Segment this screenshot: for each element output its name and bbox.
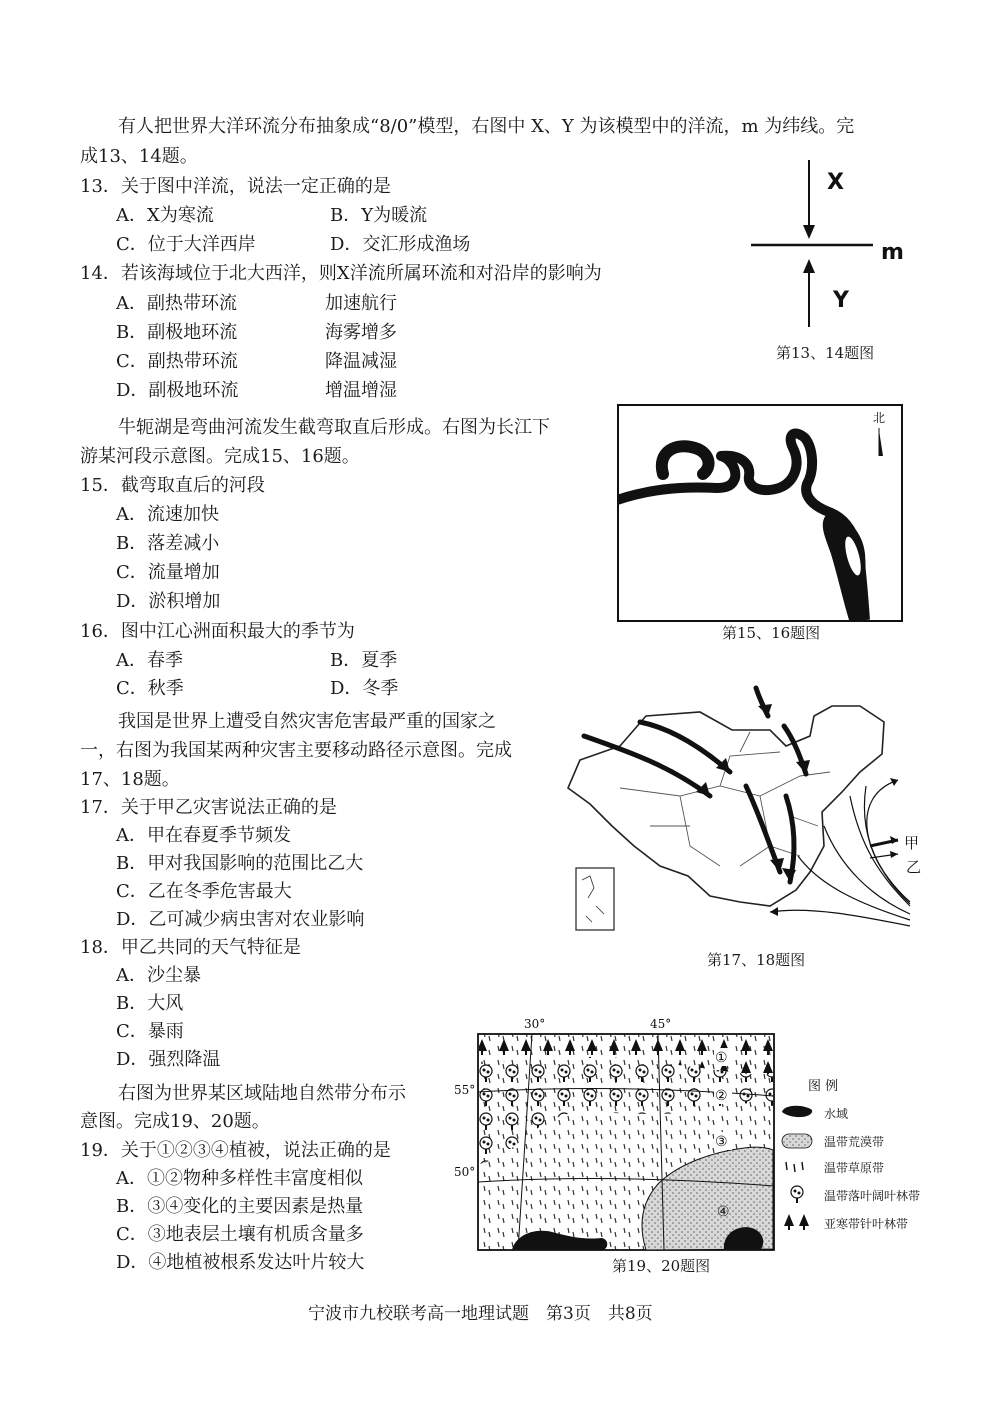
question-13-stem: 13．关于图中洋流，说法一定正确的是 [80,176,391,197]
legend-broadleaf-label: 温带落叶阔叶林带 [824,1189,921,1203]
question-14-option-c: C．副热带环流 [116,351,238,372]
legend-grassland-label: 温带草原带 [824,1161,885,1175]
legend-grassland-swatch [786,1162,803,1172]
page-footer: 宁波市九校联考高一地理试题 第3页 共8页 [308,1304,653,1324]
intro-19-20-line2: 意图。完成19、20题。 [80,1111,270,1132]
question-17-option-d: D．乙可减少病虫害对农业影响 [116,909,365,930]
north-label: 北 [873,411,886,425]
current-x-label: X [827,170,844,195]
intro-15-16-line1: 牛轭湖是弯曲河流发生截弯取直后形成。右图为长江下 [118,417,550,438]
intro-13-14-line2: 成13、14题。 [80,146,198,167]
question-17-option-c: C．乙在冬季危害最大 [116,881,292,902]
question-19-stem: 19．关于①②③④植被，说法正确的是 [80,1140,391,1161]
question-19-option-b: B．③④变化的主要因素是热量 [116,1196,364,1217]
current-y-arrowhead [803,259,815,273]
question-14-option-c-effect: 降温减湿 [325,351,397,372]
question-14-option-d-effect: 增温增湿 [325,380,397,401]
figure-15-16-caption: 第15、16题图 [722,624,821,642]
intro-17-18-line1: 我国是世界上遭受自然灾害危害最严重的国家之 [118,711,496,732]
question-15-option-b: B．落差减小 [116,533,220,554]
question-17-option-a: A．甲在春夏季节频发 [116,825,291,846]
intro-17-18-line3: 17、18题。 [80,769,180,790]
longitude-30-label: 30° [524,1017,546,1031]
longitude-45-label: 45° [650,1017,672,1031]
question-16-option-b: B．夏季 [330,650,398,671]
question-18-option-a: A．沙尘暴 [116,965,201,986]
question-14-option-b: B．副极地环流 [116,322,238,343]
legend-broadleaf-swatch [791,1186,803,1203]
question-14-option-a-effect: 加速航行 [325,293,397,314]
question-13-option-d: D．交汇形成渔场 [330,234,471,255]
question-16-option-c: C．秋季 [116,678,184,699]
question-16-option-a: A．春季 [116,650,183,671]
question-15-option-d: D．淤积增加 [116,591,221,612]
question-15-stem: 15．截弯取直后的河段 [80,475,265,496]
question-16-stem: 16．图中江心洲面积最大的季节为 [80,621,355,642]
question-13-option-b: B．Y为暖流 [330,205,428,226]
question-17-stem: 17．关于甲乙灾害说法正确的是 [80,797,337,818]
question-17-option-b: B．甲对我国影响的范围比乙大 [116,853,364,874]
zone-2-label: ② [715,1088,728,1104]
legend-desert-swatch [782,1134,812,1148]
figure-13-14-caption: 第13、14题图 [776,344,875,362]
latitude-50-label: 50° [454,1165,476,1179]
intro-13-14-line1: 有人把世界大洋环流分布抽象成“8/0”模型，右图中 X、Y 为该模型中的洋流，m 为纬线。完 [118,116,855,137]
question-14-option-b-effect: 海雾增多 [325,322,397,343]
natural-zones-map-figure [452,1014,932,1254]
legend-conifer-label: 亚寒带针叶林带 [824,1217,909,1231]
question-18-option-b: B．大风 [116,993,184,1014]
question-19-option-a: A．①②物种多样性丰富度相似 [116,1168,363,1189]
river-oxbow-map-figure [617,404,903,622]
question-13-option-a: A．X为寒流 [116,205,214,226]
question-18-stem: 18．甲乙共同的天气特征是 [80,937,301,958]
figure-17-18-caption: 第17、18题图 [707,951,806,969]
zone-3-label: ③ [715,1134,728,1150]
disaster-paths-china-map-figure [560,676,938,948]
figure-19-20-caption: 第19、20题图 [612,1257,711,1275]
latitude-m-label: m [881,240,904,265]
ocean-current-model-figure [745,155,925,350]
legend-water-swatch [782,1106,812,1117]
question-14-option-d: D．副极地环流 [116,380,239,401]
question-14-stem: 14．若该海域位于北大西洋，则X洋流所属环流和对沿岸的影响为 [80,263,602,284]
china-outline [568,706,884,906]
current-x-arrowhead [803,225,815,239]
latitude-55-label: 55° [454,1083,476,1097]
question-19-option-d: D．④地植被根系发达叶片较大 [116,1252,365,1273]
legend-title: 图 例 [808,1079,839,1094]
question-18-option-c: C．暴雨 [116,1021,184,1042]
legend-yi-label: 乙 [906,858,922,876]
question-19-option-c: C．③地表层土壤有机质含量多 [116,1224,364,1245]
question-14-option-a: A．副热带环流 [116,293,237,314]
zone-1-label: ① [715,1050,728,1066]
legend-conifer-swatch [784,1214,809,1230]
question-18-option-d: D．强烈降温 [116,1049,221,1070]
legend-jia-label: 甲 [904,834,920,852]
question-13-option-c: C．位于大洋西岸 [116,234,256,255]
south-china-sea-inset [576,868,614,930]
question-15-option-a: A．流速加快 [116,504,219,525]
zone-4-label: ④ [717,1204,730,1220]
intro-17-18-line2: 一，右图为我国某两种灾害主要移动路径示意图。完成 [80,740,512,761]
question-15-option-c: C．流量增加 [116,562,220,583]
legend-water-label: 水域 [824,1107,849,1121]
current-y-label: Y [833,288,849,313]
intro-19-20-line1: 右图为世界某区域陆地自然带分布示 [118,1083,406,1104]
question-16-option-d: D．冬季 [330,678,399,699]
intro-15-16-line2: 游某河段示意图。完成15、16题。 [80,446,360,467]
legend-desert-label: 温带荒漠带 [824,1135,885,1149]
